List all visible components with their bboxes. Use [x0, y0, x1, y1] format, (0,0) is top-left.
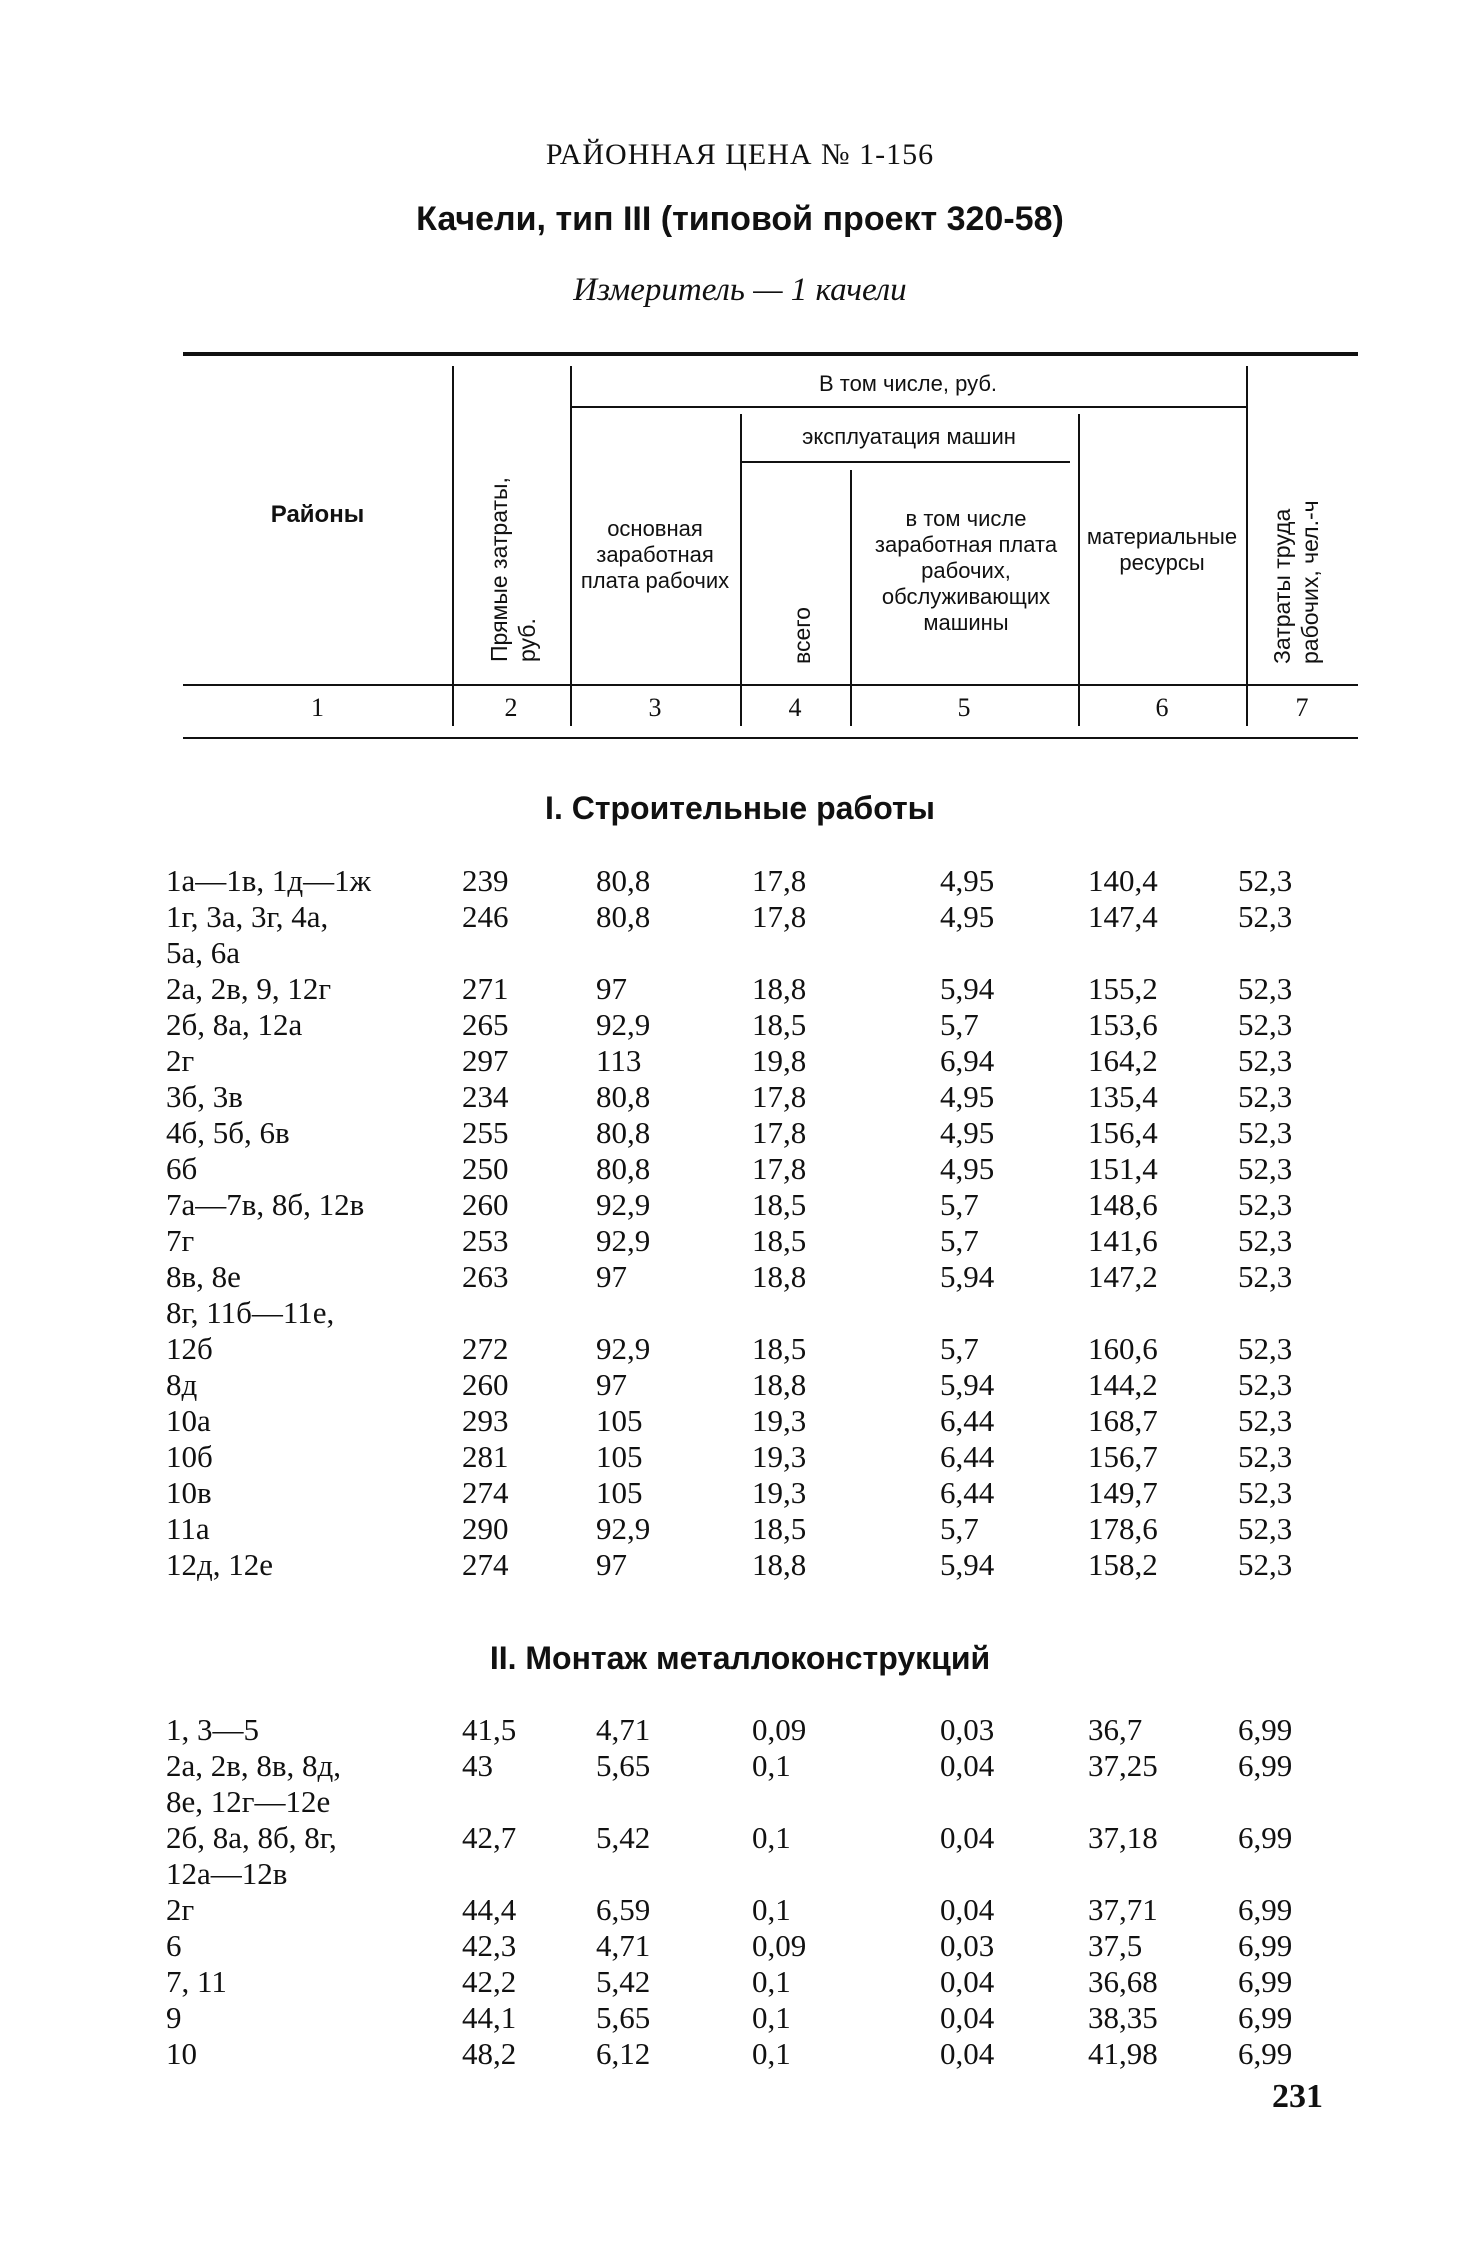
value-cell: 97 — [596, 971, 627, 1006]
value-cell: 52,3 — [1238, 1043, 1293, 1078]
value-cell: 6,99 — [1238, 2000, 1293, 2035]
divider-1 — [452, 366, 454, 726]
table-row — [0, 863, 1480, 899]
table-row — [0, 1964, 1480, 2000]
value-cell: 239 — [462, 863, 509, 898]
region-cell: 4б, 5б, 6в — [166, 1115, 290, 1150]
machines-group-rule — [740, 461, 1070, 463]
value-cell: 0,1 — [752, 1964, 791, 1999]
value-cell: 36,7 — [1088, 1712, 1143, 1747]
value-cell: 37,71 — [1088, 1892, 1158, 1927]
value-cell: 52,3 — [1238, 1079, 1293, 1114]
value-cell: 19,3 — [752, 1439, 807, 1474]
table-row — [0, 1475, 1480, 1511]
value-cell: 44,1 — [462, 2000, 517, 2035]
value-cell: 18,5 — [752, 1187, 807, 1222]
value-cell: 80,8 — [596, 1079, 651, 1114]
region-cell: 7а—7в, 8б, 12в — [166, 1187, 365, 1222]
value-cell: 37,5 — [1088, 1928, 1143, 1963]
value-cell: 105 — [596, 1403, 643, 1438]
header-materials: материальные ресурсы — [1086, 524, 1238, 575]
value-cell: 4,95 — [940, 1115, 995, 1150]
value-cell: 135,4 — [1088, 1079, 1158, 1114]
table-row — [0, 1043, 1480, 1079]
table-row — [0, 1928, 1480, 1964]
value-cell: 168,7 — [1088, 1403, 1158, 1438]
value-cell: 0,04 — [940, 2036, 995, 2071]
value-cell: 97 — [596, 1259, 627, 1294]
column-numbers-bottom-rule — [183, 737, 1358, 739]
value-cell: 37,25 — [1088, 1748, 1158, 1783]
column-number: 1 — [311, 693, 324, 722]
value-cell: 5,94 — [940, 1259, 995, 1294]
header-bottom-rule — [183, 684, 1358, 686]
table-row — [0, 1259, 1480, 1295]
value-cell: 0,04 — [940, 2000, 995, 2035]
region-cell: 10б — [166, 1439, 213, 1474]
section-title-metal-assembly: II. Монтаж металлоконструкций — [489, 1640, 991, 1676]
table-row — [0, 1079, 1480, 1115]
value-cell: 43 — [462, 1748, 493, 1783]
value-cell: 41,98 — [1088, 2036, 1158, 2071]
table-top-rule — [183, 352, 1358, 356]
value-cell: 97 — [596, 1367, 627, 1402]
value-cell: 52,3 — [1238, 971, 1293, 1006]
value-cell: 260 — [462, 1367, 509, 1402]
table-row — [0, 899, 1480, 971]
column-number: 3 — [648, 693, 662, 722]
table-row — [0, 2000, 1480, 2036]
value-cell: 18,8 — [752, 971, 807, 1006]
region-cell: 12д, 12е — [166, 1547, 274, 1582]
value-cell: 155,2 — [1088, 971, 1158, 1006]
divider-5 — [1078, 414, 1080, 726]
value-cell: 42,7 — [462, 1820, 517, 1855]
column-number: 5 — [957, 693, 971, 722]
page-title: Качели, тип III (типовой проект 320-58) — [416, 200, 1064, 238]
value-cell: 17,8 — [752, 1151, 807, 1186]
measure-unit: Измеритель — 1 качели — [573, 272, 907, 308]
value-cell: 260 — [462, 1187, 509, 1222]
region-cell: 10в — [166, 1475, 212, 1510]
table-row — [0, 1223, 1480, 1259]
value-cell: 52,3 — [1238, 1115, 1293, 1150]
value-cell: 52,3 — [1238, 1367, 1293, 1402]
table-row — [0, 1151, 1480, 1187]
header-total: всего — [789, 607, 815, 664]
value-cell: 17,8 — [752, 1079, 807, 1114]
price-label: РАЙОННАЯ ЦЕНА № 1-156 — [545, 138, 935, 171]
value-cell: 97 — [596, 1547, 627, 1582]
header-labor: Затраты труда рабочих, чел.-ч — [1269, 500, 1323, 664]
value-cell: 52,3 — [1238, 1007, 1293, 1042]
value-cell: 92,9 — [596, 1223, 651, 1258]
value-cell: 113 — [596, 1043, 642, 1078]
value-cell: 0,03 — [940, 1928, 995, 1963]
table-row — [0, 1511, 1480, 1547]
value-cell: 17,8 — [752, 899, 807, 934]
value-cell: 52,3 — [1238, 1439, 1293, 1474]
value-cell: 5,7 — [940, 1331, 979, 1366]
value-cell: 105 — [596, 1475, 643, 1510]
value-cell: 18,8 — [752, 1259, 807, 1294]
value-cell: 5,7 — [940, 1007, 979, 1042]
value-cell: 6,99 — [1238, 1892, 1293, 1927]
value-cell: 92,9 — [596, 1331, 651, 1366]
value-cell: 5,94 — [940, 1547, 995, 1582]
value-cell: 0,09 — [752, 1928, 807, 1963]
value-cell: 52,3 — [1238, 1475, 1293, 1510]
region-cell: 8в, 8е — [166, 1259, 241, 1294]
value-cell: 253 — [462, 1223, 509, 1258]
value-cell: 234 — [462, 1079, 509, 1114]
value-cell: 147,4 — [1088, 899, 1158, 934]
value-cell: 48,2 — [462, 2036, 517, 2071]
table-row — [0, 1187, 1480, 1223]
region-cell: 7, 11 — [166, 1964, 227, 1999]
region-cell: 6б — [166, 1151, 198, 1186]
value-cell: 0,04 — [940, 1964, 995, 1999]
divider-2 — [570, 366, 572, 726]
value-cell: 4,95 — [940, 1079, 995, 1114]
region-cell: 1, 3—5 — [166, 1712, 259, 1747]
section-rows-construction — [0, 863, 1480, 1583]
value-cell: 6,12 — [596, 2036, 651, 2071]
region-cell: 10 — [166, 2036, 197, 2071]
value-cell: 18,5 — [752, 1331, 807, 1366]
table-row — [0, 1547, 1480, 1583]
value-cell: 0,1 — [752, 2036, 791, 2071]
region-cell: 2г — [166, 1043, 195, 1078]
region-cell: 8д — [166, 1367, 198, 1402]
value-cell: 17,8 — [752, 1115, 807, 1150]
value-cell: 6,99 — [1238, 1928, 1293, 1963]
value-cell: 148,6 — [1088, 1187, 1158, 1222]
value-cell: 6,59 — [596, 1892, 651, 1927]
value-cell: 52,3 — [1238, 1151, 1293, 1186]
value-cell: 153,6 — [1088, 1007, 1158, 1042]
value-cell: 41,5 — [462, 1712, 517, 1747]
value-cell: 5,94 — [940, 1367, 995, 1402]
value-cell: 144,2 — [1088, 1367, 1158, 1402]
value-cell: 0,1 — [752, 1820, 791, 1855]
value-cell: 271 — [462, 971, 509, 1006]
value-cell: 52,3 — [1238, 899, 1293, 934]
value-cell: 5,42 — [596, 1964, 651, 1999]
value-cell: 105 — [596, 1439, 643, 1474]
table-row — [0, 1115, 1480, 1151]
value-cell: 274 — [462, 1547, 509, 1582]
value-cell: 6,99 — [1238, 1712, 1293, 1747]
value-cell: 52,3 — [1238, 1547, 1293, 1582]
value-cell: 140,4 — [1088, 863, 1158, 898]
header-regions: Районы — [270, 501, 365, 528]
value-cell: 290 — [462, 1511, 509, 1546]
value-cell: 156,7 — [1088, 1439, 1158, 1474]
region-cell: 10а — [166, 1403, 211, 1438]
value-cell: 19,8 — [752, 1043, 807, 1078]
region-cell: 2б, 8а, 12а — [166, 1007, 303, 1042]
table-row — [0, 2036, 1480, 2072]
value-cell: 80,8 — [596, 899, 651, 934]
value-cell: 4,95 — [940, 899, 995, 934]
value-cell: 18,5 — [752, 1223, 807, 1258]
value-cell: 52,3 — [1238, 1259, 1293, 1294]
value-cell: 156,4 — [1088, 1115, 1158, 1150]
table-row — [0, 1748, 1480, 1820]
value-cell: 36,68 — [1088, 1964, 1158, 1999]
table-row — [0, 1007, 1480, 1043]
value-cell: 52,3 — [1238, 1223, 1293, 1258]
region-cell: 3б, 3в — [166, 1079, 243, 1114]
value-cell: 52,3 — [1238, 1331, 1293, 1366]
region-cell: 6 — [166, 1928, 182, 1963]
value-cell: 0,04 — [940, 1820, 995, 1855]
value-cell: 92,9 — [596, 1187, 651, 1222]
value-cell: 52,3 — [1238, 1187, 1293, 1222]
value-cell: 6,99 — [1238, 1748, 1293, 1783]
value-cell: 18,8 — [752, 1547, 807, 1582]
value-cell: 18,8 — [752, 1367, 807, 1402]
value-cell: 246 — [462, 899, 509, 934]
value-cell: 52,3 — [1238, 863, 1293, 898]
value-cell: 18,5 — [752, 1511, 807, 1546]
value-cell: 5,65 — [596, 1748, 651, 1783]
value-cell: 0,03 — [940, 1712, 995, 1747]
region-cell: 9 — [166, 2000, 182, 2035]
value-cell: 255 — [462, 1115, 509, 1150]
value-cell: 5,94 — [940, 971, 995, 1006]
section-title-construction: I. Строительные работы — [545, 790, 935, 826]
page-number: 231 — [1272, 2078, 1323, 2115]
value-cell: 0,1 — [752, 1892, 791, 1927]
value-cell: 4,71 — [596, 1712, 651, 1747]
value-cell: 52,3 — [1238, 1403, 1293, 1438]
divider-4 — [850, 470, 852, 726]
value-cell: 147,2 — [1088, 1259, 1158, 1294]
column-number: 4 — [788, 693, 802, 722]
value-cell: 250 — [462, 1151, 509, 1186]
value-cell: 6,94 — [940, 1043, 995, 1078]
value-cell: 272 — [462, 1331, 509, 1366]
divider-6 — [1246, 366, 1248, 726]
header-incl-wage: в том числе заработная плата рабочих, обслуживающих машины — [874, 506, 1058, 635]
value-cell: 0,1 — [752, 1748, 791, 1783]
value-cell: 19,3 — [752, 1475, 807, 1510]
table-row — [0, 1820, 1480, 1892]
table-row — [0, 1712, 1480, 1748]
value-cell: 6,99 — [1238, 1820, 1293, 1855]
region-cell: 2г — [166, 1892, 195, 1927]
region-cell: 8г, 11б—11е, 12б — [166, 1295, 335, 1366]
incl-group-rule — [570, 406, 1246, 408]
value-cell: 158,2 — [1088, 1547, 1158, 1582]
value-cell: 6,44 — [940, 1475, 995, 1510]
value-cell: 17,8 — [752, 863, 807, 898]
value-cell: 0,04 — [940, 1748, 995, 1783]
column-number: 6 — [1155, 693, 1169, 722]
value-cell: 92,9 — [596, 1007, 651, 1042]
region-cell: 11а — [166, 1511, 210, 1546]
region-cell: 7г — [166, 1223, 195, 1258]
value-cell: 18,5 — [752, 1007, 807, 1042]
section-rows-metal-assembly — [0, 1712, 1480, 2072]
value-cell: 52,3 — [1238, 1511, 1293, 1546]
region-cell: 2а, 2в, 8в, 8д, 8е, 12г—12е — [166, 1748, 342, 1819]
value-cell: 80,8 — [596, 1115, 651, 1150]
value-cell: 151,4 — [1088, 1151, 1158, 1186]
value-cell: 5,7 — [940, 1511, 979, 1546]
value-cell: 160,6 — [1088, 1331, 1158, 1366]
header-base-wage: основная заработная плата рабочих — [580, 516, 730, 593]
value-cell: 6,44 — [940, 1439, 995, 1474]
value-cell: 141,6 — [1088, 1223, 1158, 1258]
value-cell: 0,09 — [752, 1712, 807, 1747]
value-cell: 44,4 — [462, 1892, 517, 1927]
value-cell: 5,42 — [596, 1820, 651, 1855]
value-cell: 5,65 — [596, 2000, 651, 2035]
value-cell: 5,7 — [940, 1223, 979, 1258]
value-cell: 274 — [462, 1475, 509, 1510]
value-cell: 6,99 — [1238, 2036, 1293, 2071]
value-cell: 5,7 — [940, 1187, 979, 1222]
value-cell: 92,9 — [596, 1511, 651, 1546]
table-row — [0, 971, 1480, 1007]
value-cell: 178,6 — [1088, 1511, 1158, 1546]
region-cell: 2б, 8а, 8б, 8г, 12а—12в — [166, 1820, 337, 1891]
value-cell: 0,1 — [752, 2000, 791, 2035]
column-number: 2 — [504, 693, 518, 722]
table-row — [0, 1403, 1480, 1439]
table-row — [0, 1367, 1480, 1403]
value-cell: 6,44 — [940, 1403, 995, 1438]
value-cell: 281 — [462, 1439, 509, 1474]
value-cell: 297 — [462, 1043, 509, 1078]
column-number: 7 — [1295, 693, 1309, 722]
value-cell: 164,2 — [1088, 1043, 1158, 1078]
value-cell: 19,3 — [752, 1403, 807, 1438]
value-cell: 42,2 — [462, 1964, 517, 1999]
value-cell: 149,7 — [1088, 1475, 1158, 1510]
value-cell: 80,8 — [596, 863, 651, 898]
value-cell: 263 — [462, 1259, 509, 1294]
table-row — [0, 1892, 1480, 1928]
value-cell: 265 — [462, 1007, 509, 1042]
divider-3 — [740, 414, 742, 726]
value-cell: 293 — [462, 1403, 509, 1438]
value-cell: 4,95 — [940, 863, 995, 898]
value-cell: 4,95 — [940, 1151, 995, 1186]
region-cell: 1а—1в, 1д—1ж — [166, 863, 372, 898]
value-cell: 38,35 — [1088, 2000, 1158, 2035]
value-cell: 37,18 — [1088, 1820, 1158, 1855]
value-cell: 80,8 — [596, 1151, 651, 1186]
value-cell: 0,04 — [940, 1892, 995, 1927]
header-direct-costs: Прямые затраты, руб. — [486, 477, 540, 662]
region-cell: 1г, 3а, 3г, 4а, 5а, 6а — [166, 899, 329, 970]
header-machines-group: эксплуатация машин — [802, 424, 1016, 449]
value-cell: 4,71 — [596, 1928, 651, 1963]
value-cell: 42,3 — [462, 1928, 517, 1963]
value-cell: 6,99 — [1238, 1964, 1293, 1999]
table-row — [0, 1295, 1480, 1367]
table-row — [0, 1439, 1480, 1475]
region-cell: 2а, 2в, 9, 12г — [166, 971, 332, 1006]
header-incl-group: В том числе, руб. — [818, 371, 998, 396]
